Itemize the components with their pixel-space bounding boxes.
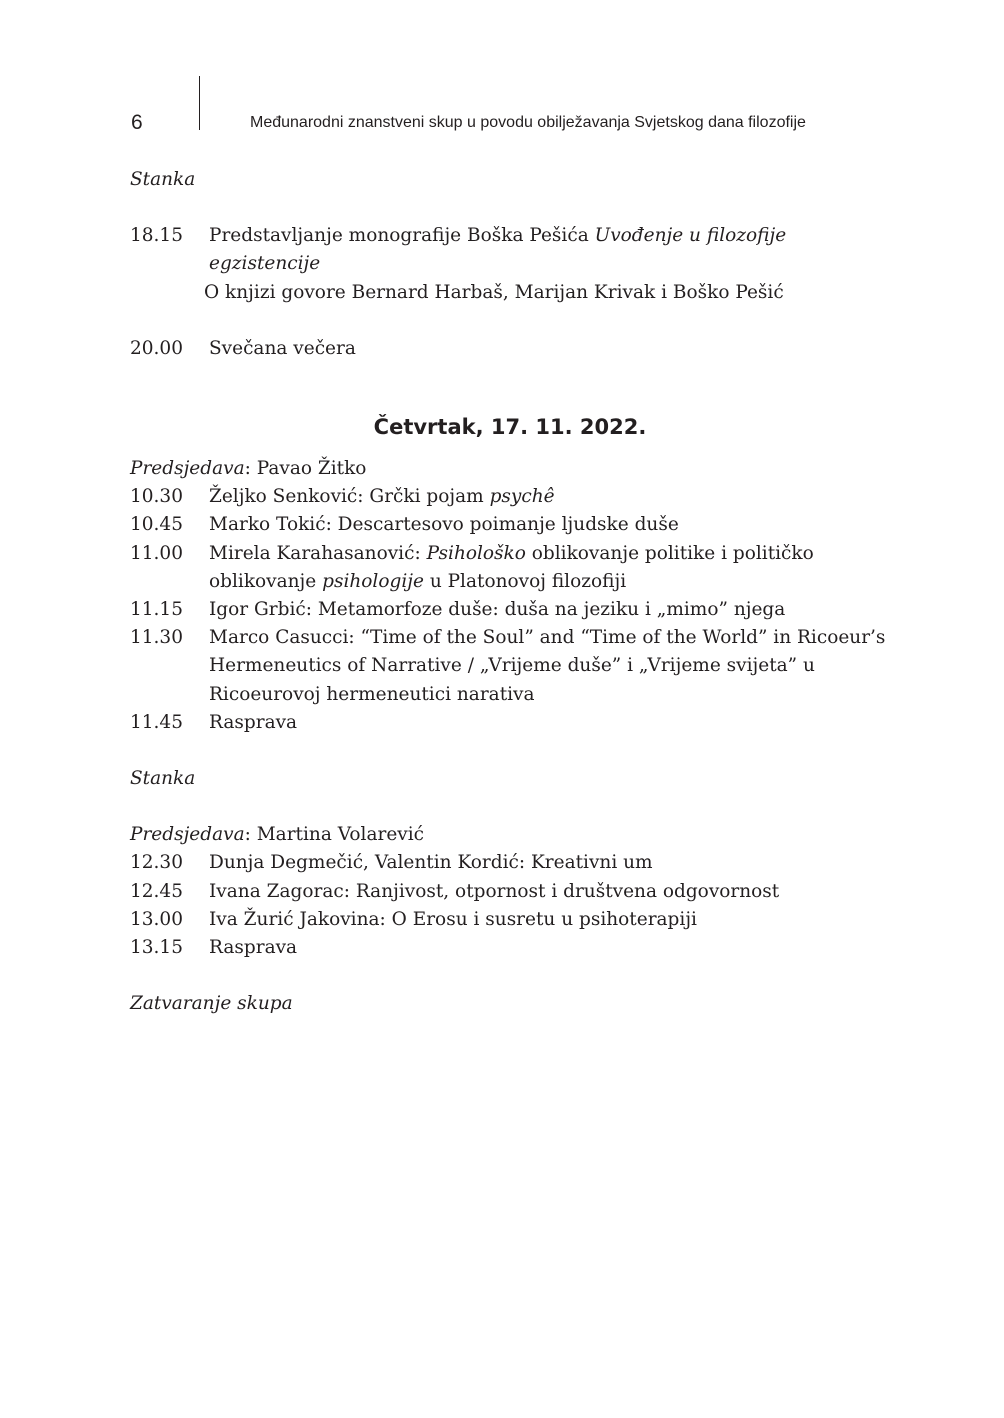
programme-item: [130, 906, 890, 934]
programme-item: [130, 511, 890, 539]
item-text: Iva Žurić Jakovina: O Erosu i susretu u psihoterapiji: [209, 908, 697, 930]
session-chair: [130, 821, 890, 849]
item-time: 11.00: [130, 542, 183, 564]
item-text-main: oblikovanje politike i političko oblikovanje: [209, 542, 814, 592]
chair-label: Predsjedava: [130, 824, 245, 846]
item-text-italic: psihologije: [322, 570, 424, 592]
book-title: Uvođenje u filozofije egzistencije: [209, 225, 787, 275]
item-time: 12.30: [130, 852, 183, 874]
item-text: Marco Casucci: “Time of the Soul” and “Time of the World” in Ricoeur’s Hermeneutics of Narrative / „Vrijeme duše” i „Vrijeme svijeta” u Ricoeurovoj hermeneutici narativa: [209, 627, 886, 705]
item-text-italic: Psihološko: [426, 542, 526, 564]
break-label: Stanka: [130, 768, 196, 790]
item-time: 11.30: [130, 627, 183, 649]
closing-label: Zatvaranje skupa: [130, 993, 293, 1015]
programme-item: [130, 849, 890, 877]
programme-item: [130, 596, 890, 624]
item-time: 20.00: [130, 337, 183, 359]
page-number: 6: [131, 111, 143, 134]
item-text: [209, 483, 890, 511]
programme-item: [130, 222, 890, 278]
programme-item: [130, 934, 890, 962]
item-time: 18.15: [130, 225, 183, 247]
item-text-main: Predstavljanje monografije Boška Pešića: [209, 225, 595, 247]
item-text: [209, 222, 890, 278]
item-text-main: Željko Senković: Grčki pojam: [209, 486, 490, 508]
item-text: Ivana Zagorac: Ranjivost, otpornost i društvena odgovornost: [209, 880, 780, 902]
item-time: 11.15: [130, 599, 183, 621]
programme-item: [130, 335, 890, 363]
programme-item: [130, 878, 890, 906]
item-time: 12.45: [130, 880, 183, 902]
programme-item: [130, 483, 890, 511]
chair-name: : Pavao Žitko: [244, 458, 367, 480]
chair-name: : Martina Volarević: [244, 824, 424, 846]
item-time: 10.45: [130, 514, 183, 536]
programme-item: [130, 624, 890, 709]
item-text: Svečana večera: [209, 337, 356, 359]
item-text: [209, 540, 890, 596]
day-heading: Četvrtak, 17. 11. 2022.: [373, 415, 647, 440]
item-time: 10.30: [130, 486, 183, 508]
item-text-main: Mirela Karahasanović:: [209, 542, 427, 564]
programme-item: [130, 540, 890, 596]
header-divider: [199, 76, 200, 130]
programme-content: [130, 166, 890, 1018]
item-text: Dunja Degmečić, Valentin Kordić: Kreativni um: [209, 852, 653, 874]
programme-item: [130, 709, 890, 737]
item-text: Rasprava: [209, 937, 298, 959]
item-time: 13.15: [130, 937, 183, 959]
item-text: Marko Tokić: Descartesovo poimanje ljudske duše: [209, 514, 679, 536]
item-text: Rasprava: [209, 711, 298, 733]
chair-label: Predsjedava: [130, 458, 245, 480]
item-time: 11.45: [130, 711, 183, 733]
session-chair: [130, 455, 890, 483]
item-time: 13.00: [130, 908, 183, 930]
item-text-main: u Platonovoj filozofiji: [423, 570, 627, 592]
item-text: Igor Grbić: Metamorfoze duše: duša na jeziku i „mimo” njega: [209, 599, 786, 621]
break-label: Stanka: [130, 169, 196, 190]
running-header: Međunarodni znanstveni skup u povodu obilježavanja Svjetskog dana filozofije: [250, 114, 806, 131]
item-subline: O knjizi govore Bernard Harbaš, Marijan Krivak i Boško Pešić: [204, 281, 784, 303]
item-text-italic: psychê: [489, 486, 555, 508]
